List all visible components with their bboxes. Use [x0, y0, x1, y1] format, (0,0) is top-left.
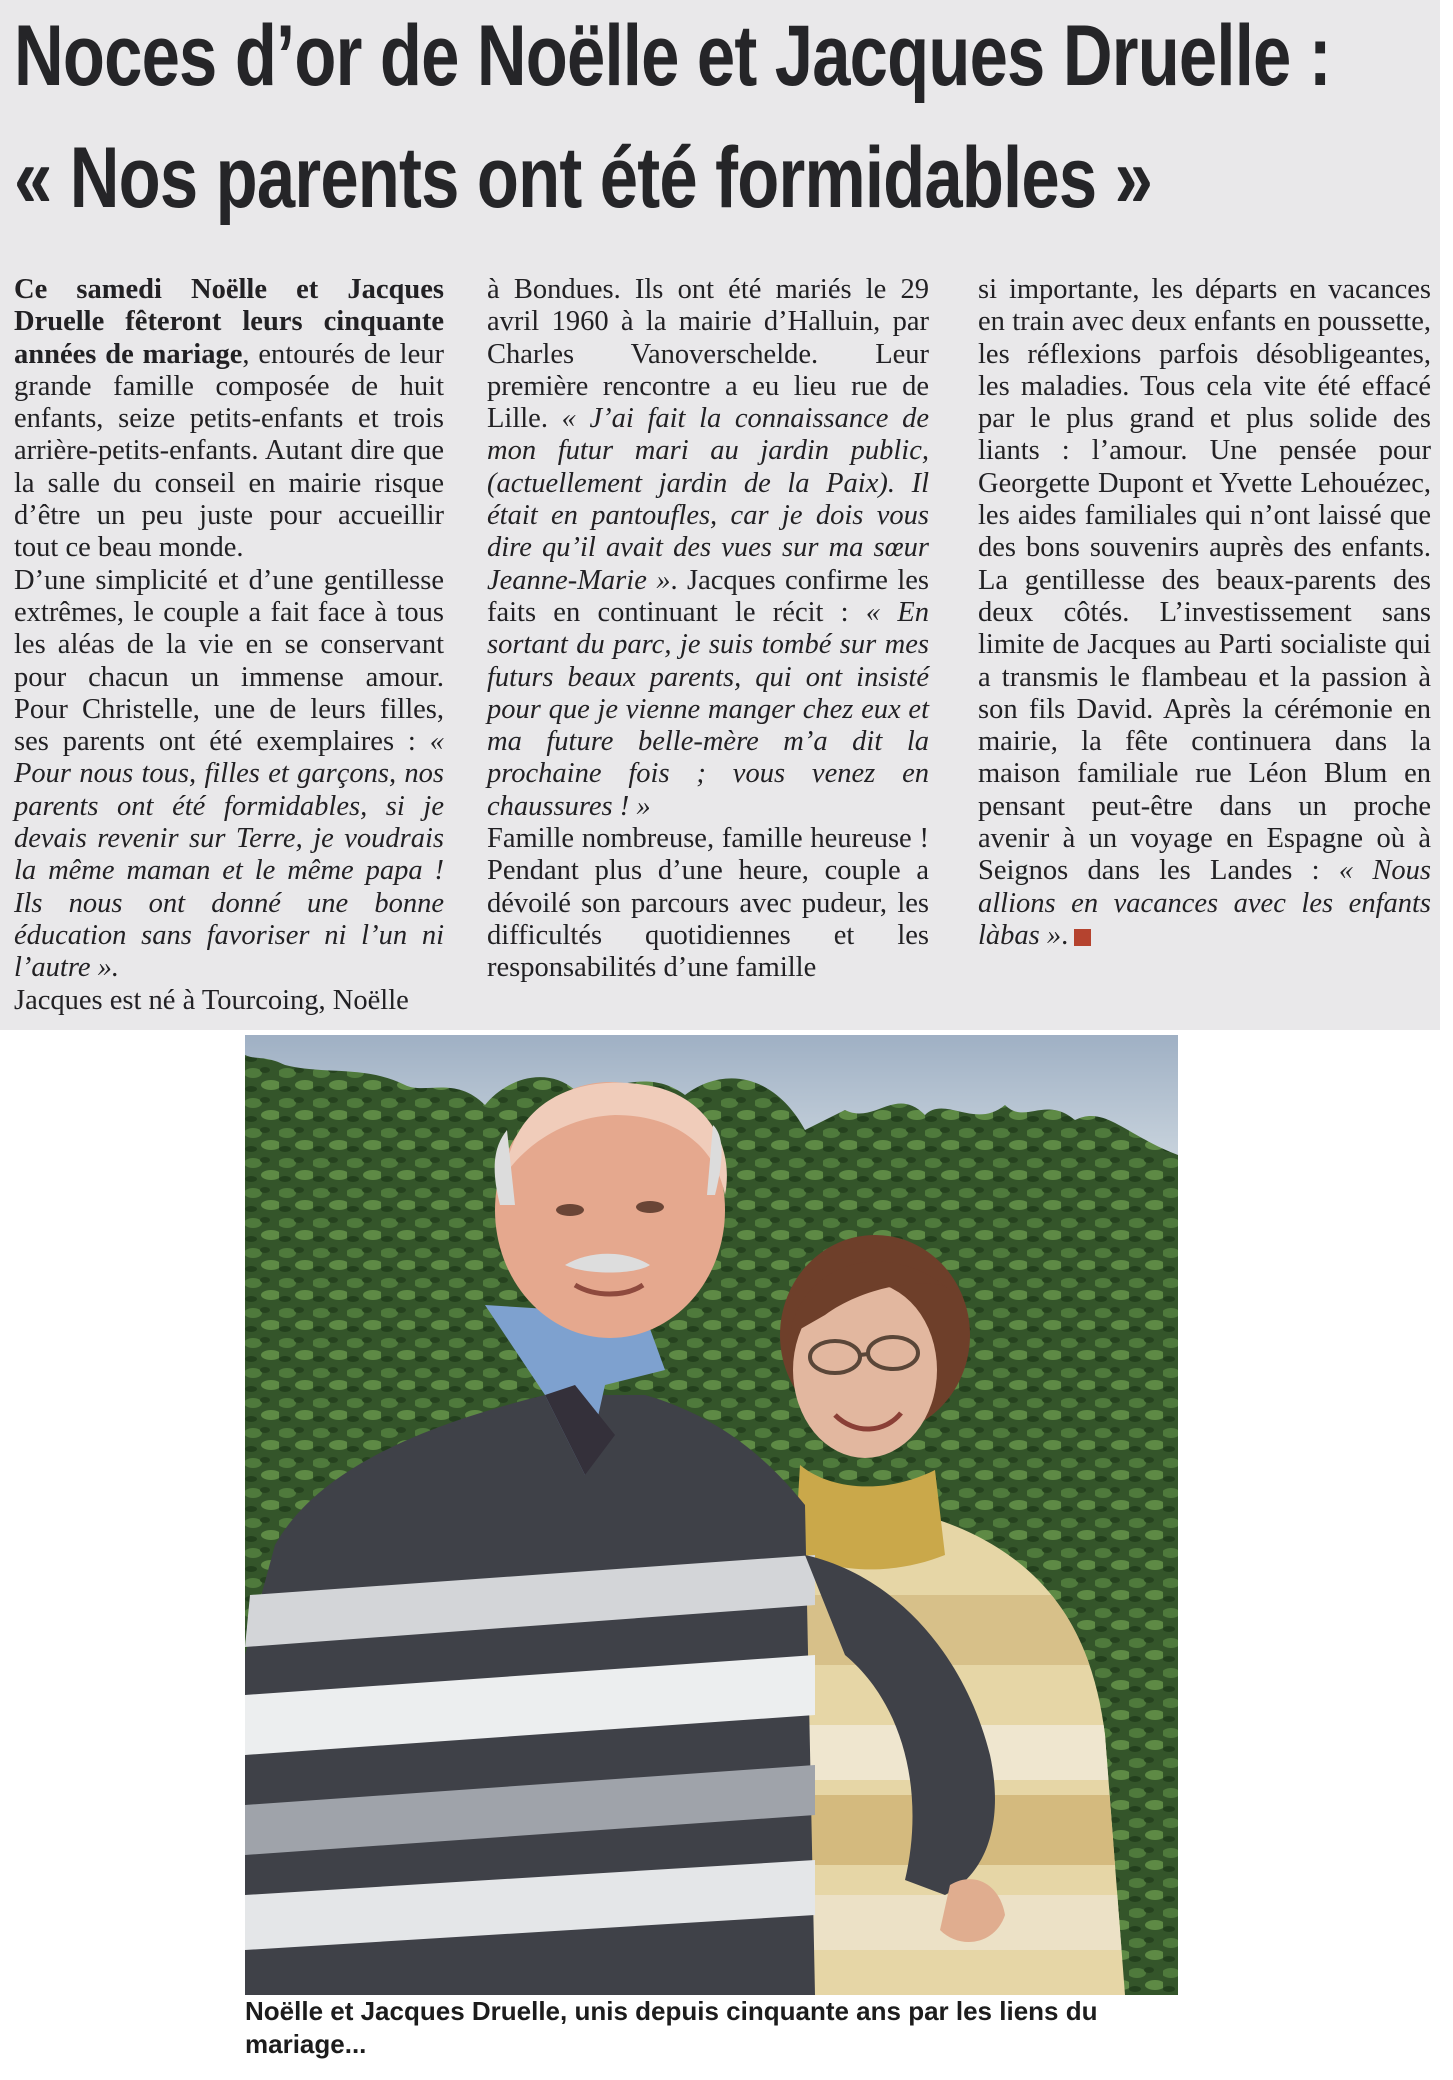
- couple-photo-illustration: [245, 1035, 1178, 1995]
- quote-text: « Nous allions en vacances avec les enfants làbas »: [978, 855, 1431, 951]
- paragraph: [487, 274, 929, 823]
- article-column-1: [14, 274, 444, 1017]
- couple-photo: [245, 1035, 1178, 1995]
- paragraph-text: à Bondues. Ils ont été mariés le 29 avril 1960 à la mairie d’Halluin, par Charles Vanoverschelde. Leur première rencontre a eu lieu rue de Lille.: [487, 274, 929, 435]
- article-column-2: [487, 274, 929, 985]
- paragraph: Famille nombreuse, famille heureuse ! Pendant plus d’une heure, couple a dévoilé son parcours avec pudeur, les difficultés quotidiennes et les responsabilités d’une famille: [487, 823, 929, 984]
- article-column-3: [978, 274, 1431, 952]
- quote-text: « J’ai fait la connaissance de mon futur mari au jardin public, (actuellement jardin de la Paix). Il était en pantoufles, car je dois vous dire qu’il avait des vues sur ma sœur Jeanne-Marie »: [487, 403, 929, 596]
- headline-line-2: « Nos parents ont été formidables »: [14, 130, 1153, 226]
- article-text-block: [0, 0, 1440, 1030]
- paragraph-text: D’une simplicité et d’une gentillesse extrêmes, le couple a fait face à tous les aléas de la vie en se conservant pour chacun un immense amour. Pour Christelle, une de leurs filles, ses parents ont été exemplaires :: [14, 564, 444, 758]
- paragraph-text: , entourés de leur grande famille composée de huit enfants, seize petits-enfants et trois arrière-petits-enfants. Autant dire que la salle du conseil en mairie risque d’être un peu juste pour accueillir tout ce beau monde.: [14, 338, 444, 564]
- paragraph: Jacques est né à Tourcoing, Noëlle: [14, 984, 409, 1016]
- paragraph: [14, 274, 444, 565]
- quote-text: « Pour nous tous, filles et garçons, nos parents ont été formidables, si je devais revenir sur Terre, je voudrais la même maman et le même papa ! Ils nous ont donné une bonne éducation sans favoriser ni l’un ni l’autre ».: [14, 726, 444, 984]
- paragraph: [978, 274, 1431, 952]
- paragraph-text: .: [1061, 919, 1069, 951]
- paragraph-text: si importante, les départs en vacances en train avec deux enfants en poussette, les réflexions parfois désobligeantes, les maladies. Tous cela vite été effacé par le plus grand et plus solide des liants : l’amour. Une pensée pour Georgette Dupont et Yvette Lehouézec, les aides familiales qui n’ont laissé que des bons souvenirs auprès des enfants. La gentillesse des beaux-parents des deux côtés. L’investissement sans limite de Jacques au Parti socialiste qui a transmis le flambeau et la passion à son fils David. Après la cérémonie en mairie, la fête continuera dans la maison familiale rue Léon Blum en pensant peut-être dans un proche avenir à un voyage en Espagne où à Seignos dans les Landes :: [978, 274, 1431, 887]
- headline-line-1: Noces d’or de Noëlle et Jacques Druelle :: [14, 8, 1331, 104]
- quote-text: « En sortant du parc, je suis tombé sur mes futurs beaux parents, qui ont insisté pour que je vienne manger chez eux et ma future belle-mère m’a dit la prochaine fois ; vous venez en chaussures ! »: [487, 596, 929, 822]
- article-end-mark: [1074, 929, 1091, 946]
- paragraph: [14, 565, 444, 985]
- paragraph-text: . Jacques confirme les faits en continuant le récit :: [487, 564, 929, 628]
- lead-text: Ce samedi Noëlle et Jacques Druelle fêteront leurs cinquante années de mariage: [14, 274, 444, 370]
- photo-caption: Noëlle et Jacques Druelle, unis depuis cinquante ans par les liens du mariage...: [245, 1996, 1098, 2059]
